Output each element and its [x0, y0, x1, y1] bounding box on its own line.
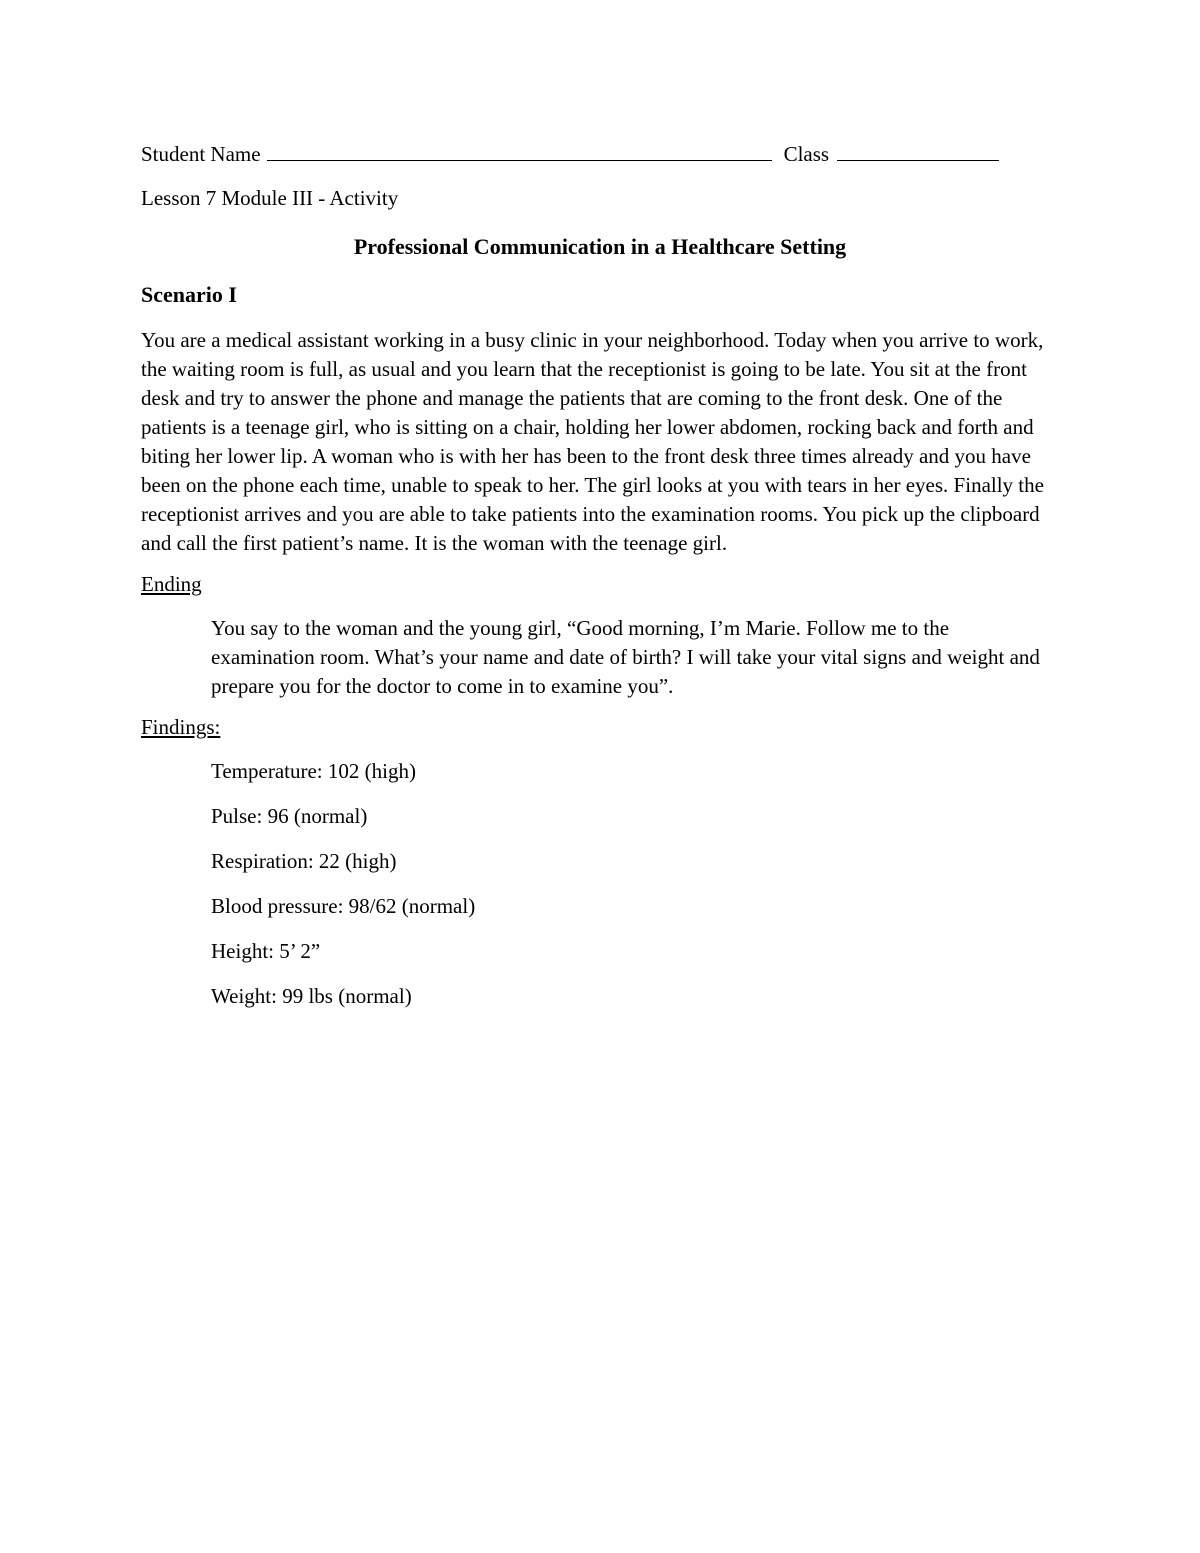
finding-weight: Weight: 99 lbs (normal) — [211, 984, 412, 1008]
document-title: Professional Communication in a Healthcare Setting — [353, 234, 847, 259]
finding-temperature: Temperature: 102 (high) — [211, 759, 416, 783]
ending-label: Ending — [141, 572, 202, 596]
finding-height: Height: 5’ 2” — [211, 939, 321, 963]
header-row — [141, 140, 1061, 172]
lesson-line: Lesson 7 Module III - Activity — [141, 186, 399, 210]
class-blank — [837, 140, 999, 161]
scenario-paragraph: You are a medical assistant working in a busy clinic in your neighborhood. Today when you arrive to work, the waiting room is full, as usual and you learn that the receptionist is going to be late. You sit at the front desk and try to answer the phone and manage the patients that are coming to the front desk. One of the patients is a teenage girl, who is sitting on a chair, holding her lower abdomen, rocking back and forth and biting her lower lip. A woman who is with her has been to the front desk three times already and you have been on the phone each time, unable to speak to her. The girl looks at you with tears in her eyes. Finally the receptionist arrives and you are able to take patients into the examination rooms. You pick up the clipboard and call the first patient’s name. It is the woman with the teenage girl. — [141, 328, 1044, 555]
findings-list — [211, 757, 1061, 1027]
student-name-label: Student Name — [141, 142, 261, 166]
student-name-blank — [267, 140, 772, 161]
document-page — [141, 140, 1061, 1027]
finding-blood-pressure: Blood pressure: 98/62 (normal) — [211, 894, 476, 918]
scenario-heading: Scenario I — [141, 282, 237, 307]
finding-pulse: Pulse: 96 (normal) — [211, 804, 368, 828]
ending-paragraph: You say to the woman and the young girl, “Good morning, I’m Marie. Follow me to the examination room. What’s your name and date of birth? I will take your vital signs and weight and prepare you for the doctor to come in to examine you”. — [211, 616, 1040, 698]
class-label: Class — [783, 142, 830, 166]
findings-label: Findings: — [141, 715, 221, 739]
finding-respiration: Respiration: 22 (high) — [211, 849, 397, 873]
